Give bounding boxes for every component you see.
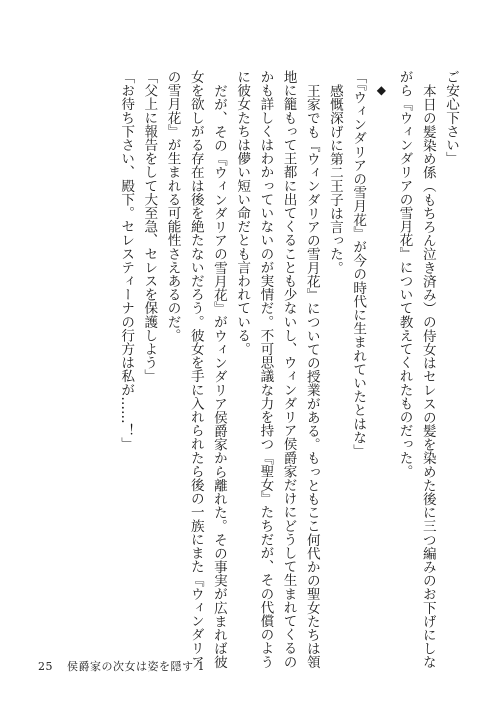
text-line: 感慨深げに第二王子は言った。 bbox=[326, 83, 343, 274]
page-footer bbox=[38, 658, 205, 674]
text-line: 女を欲しがる存在は後を絶たないだろう。彼女を手に入れられたら後の一族にまた『ウィンダリア bbox=[187, 70, 204, 669]
text-line: 本日の髪染め係（もちろん泣き済み）の侍女はセレスの髪を染めた後に三つ編みのお下げにしな bbox=[419, 83, 436, 669]
text-line: 王家でも『ウィンダリアの雪月花』についての授業がある。もっともここ何代かの聖女たちは領 bbox=[303, 83, 320, 669]
text-line: ご安心下さい」 bbox=[443, 70, 459, 166]
text-line: だが、その『ウィンダリアの雪月花』がウィンダリア侯爵家から離れた。その事実が広まれば彼 bbox=[210, 83, 227, 669]
section-divider-icon: ◆ bbox=[374, 83, 389, 97]
text-line: 「父上に報告をして大至急、セレスを保護しよう」 bbox=[141, 70, 158, 383]
page-number: 25 bbox=[38, 660, 53, 673]
text-line: 地に籠もって王都に出てくることも少ないし、ウィンダリア侯爵家だけにどうして生まれてくるの bbox=[280, 70, 297, 669]
text-line: 「『ウィンダリアの雪月花』が今の時代に生まれていたとはな」 bbox=[350, 70, 367, 458]
text-line: 「お待ち下さい、殿下。セレスティーナの行方は私が……！」 bbox=[118, 70, 135, 451]
text-line: がら『ウィンダリアの雪月花』について教えてくれたものだった。 bbox=[396, 70, 413, 478]
book-title: 侯爵家の次女は姿を隠す 1 bbox=[67, 660, 205, 673]
text-line: に彼女たちは儚い短い命だとも言われている。 bbox=[234, 70, 251, 356]
text-line: の雪月花』が生まれる可能性さえあるのだ。 bbox=[164, 70, 181, 342]
text-line: かも詳しくはわかっていないのが実情だ。不可思議な力を持つ『聖女』たちだが、その代償のよう bbox=[257, 70, 274, 669]
